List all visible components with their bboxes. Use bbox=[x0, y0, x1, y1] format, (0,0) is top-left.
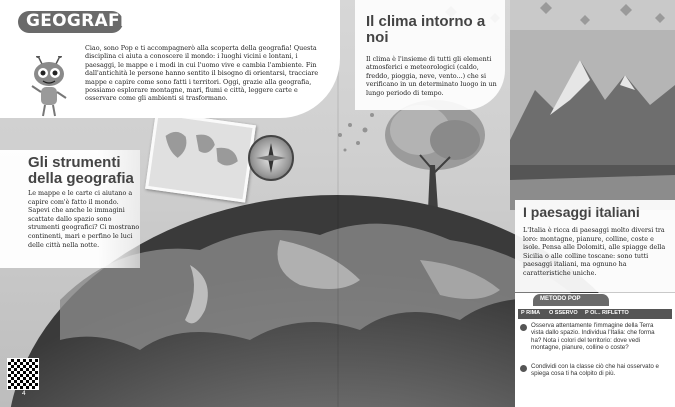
bullet-icon bbox=[520, 324, 527, 331]
step-rifletto: P OI... RIFLETTO bbox=[585, 310, 629, 316]
map-photo bbox=[145, 111, 256, 202]
clima-paragraph: Il clima è l'insieme di tutti gli elementi atmosferici e meteorologici (caldo, freddo, pioggia, neve, vento...) che si verificano in un determinato luogo in un lungo periodo di tempo. bbox=[366, 55, 497, 97]
page-number-right: 5 bbox=[648, 390, 652, 397]
paesaggi-paragraph: L'Italia è ricca di paesaggi molto diversi tra loro: montagne, pianure, colline, coste e isole. Pensa alle Dolomiti, alle spiagge della Sicilia o alle colline toscane: sono tutti paesaggi italiani, ma ognuno ha caratteristiche uniche. bbox=[523, 226, 666, 277]
robot-mascot-icon bbox=[28, 56, 70, 118]
page-number-left: 4 bbox=[22, 390, 26, 397]
bullet-icon bbox=[520, 365, 527, 372]
intro-paragraph: Ciao, sono Pop e ti accompagnerò alla scoperta della geografia! Questa disciplina ci aiuta a conoscere il mondo: i luoghi vicini e lontani, i paesaggi, le mappe e i modi in cui l'uomo vive e cambia l'ambiente. Fin dall'antichità le persone hanno sentito il bisogno di orientarsi, tracciare mappe e capire come sono fatti i territori. Oggi, grazie alla geografia, possiamo esplorare montagne, mari, fiumi e città, leggere carte e osservare come gli ambienti si trasformano. bbox=[85, 44, 319, 103]
strumenti-heading: Gli strumenti della geografia bbox=[28, 154, 134, 187]
world-map-icon bbox=[148, 115, 252, 200]
metodo-label: METODO POP bbox=[540, 296, 581, 302]
paesaggi-heading: I paesaggi italiani bbox=[523, 204, 640, 220]
step-osservo: O SSERVO bbox=[549, 310, 578, 316]
metodo-item-2: Condividi con la classe ciò che hai osservato e spiega cosa ti ha colpito di più. bbox=[531, 363, 659, 378]
clima-heading: Il clima intorno a noi bbox=[366, 13, 486, 46]
compass-icon bbox=[248, 135, 294, 181]
step-prima: P RIMA bbox=[521, 310, 541, 316]
page-title: GEOGRAFIA bbox=[26, 11, 141, 31]
qr-code-icon[interactable] bbox=[7, 358, 39, 390]
strumenti-paragraph: Le mappe e le carte ci aiutano a capire com'è fatto il mondo. Sapevi che anche le immagini scattate dallo spazio sono strumenti geografici? Ci mostrano continenti, mari e perfino le luci delle città nella notte. bbox=[28, 189, 140, 249]
metodo-item-1: Osserva attentamente l'immagine della Terra vista dallo spazio. Individua l'Italia: che forma ha? Nota i colori del territorio: dove vedi montagne, pianure, colline o coste? bbox=[531, 322, 655, 352]
